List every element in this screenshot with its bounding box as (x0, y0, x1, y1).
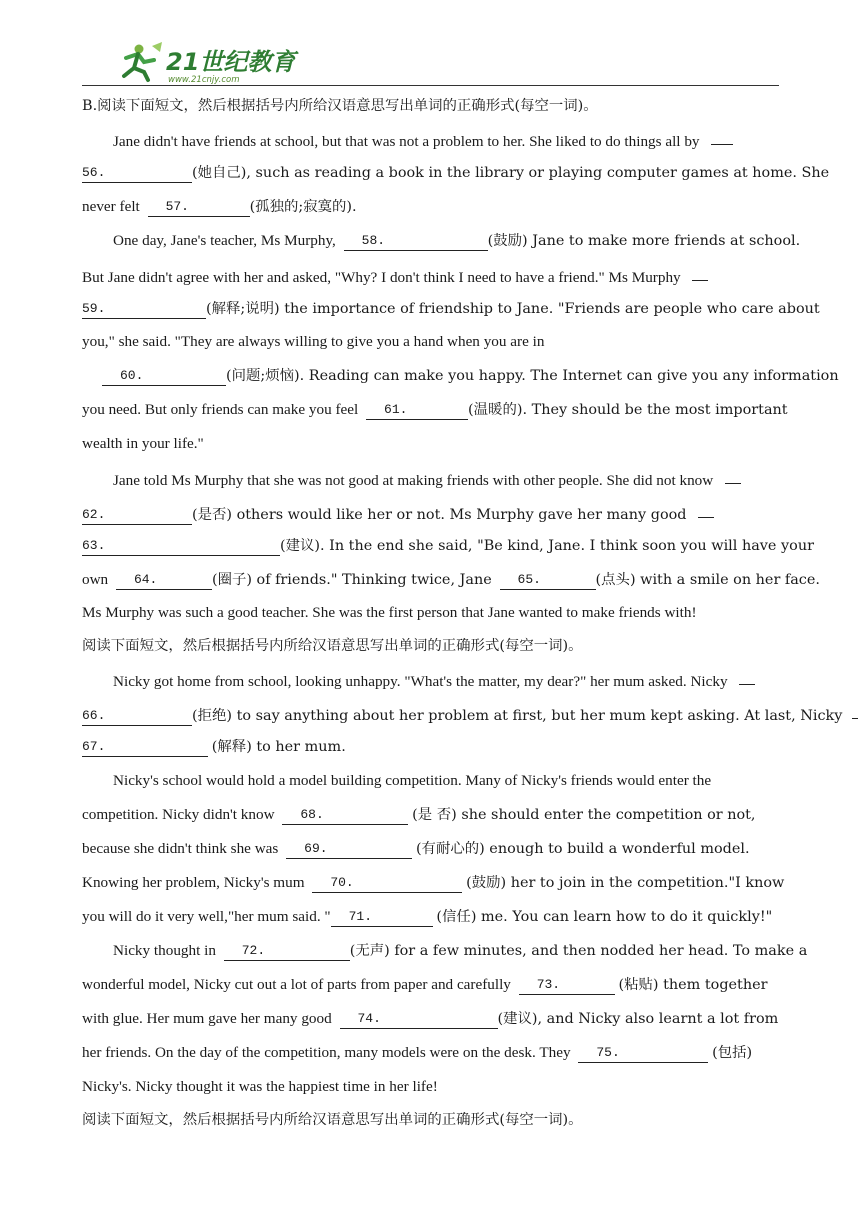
runner-icon (124, 42, 162, 80)
answer-blank-62-start[interactable] (725, 465, 741, 484)
answer-blank-65[interactable]: 65. (500, 571, 596, 590)
p1-line1: Jane didn't have friends at school, but that was not a problem to her. She liked to do things all by (113, 127, 733, 151)
p2-line9: Nicky thought in 72. (无声) for a few minutes, and then nodded her head. To make a (113, 942, 808, 959)
answer-blank-56-start[interactable] (711, 126, 733, 145)
p2-line4: Nicky's school would hold a model building competition. Many of Nicky's friends would enter the (113, 772, 712, 789)
answer-blank-72[interactable]: 72. (224, 942, 350, 961)
answer-blank-64[interactable]: 64. (116, 571, 212, 590)
p2-line3: 67. (解释) to her mum. (82, 739, 346, 755)
answer-blank-67[interactable]: 67. (82, 738, 208, 757)
instruction-3: 阅读下面短文，然后根据括号内所给汉语意思写出单词的正确形式(每空一词)。 (82, 1112, 583, 1128)
p2-line7: Knowing her problem, Nicky's mum 70. (鼓励) her to join in the competition."I know (82, 874, 785, 891)
answer-blank-71[interactable]: 71. (331, 908, 433, 927)
p2-line5: competition. Nicky didn't know 68. (是 否) she should enter the competition or not, (82, 806, 756, 823)
answer-blank-63-start[interactable] (698, 499, 714, 518)
answer-blank-59-start[interactable] (692, 262, 708, 281)
p2-line13: Nicky's. Nicky thought it was the happiest time in her life! (82, 1078, 438, 1095)
p1-line12: 62. (是否) others would like her or not. Ms Murphy gave her many good (82, 500, 714, 524)
answer-blank-68[interactable]: 68. (282, 806, 408, 825)
answer-blank-66-start[interactable] (739, 666, 755, 685)
answer-blank-56[interactable]: 56. (82, 164, 192, 183)
answer-blank-66[interactable]: 66. (82, 707, 192, 726)
logo-text: 21世纪教育 (166, 48, 296, 76)
answer-blank-67-start[interactable] (852, 700, 858, 719)
logo-21cnjy (104, 40, 354, 84)
p1-line4: One day, Jane's teacher, Ms Murphy, 58. (鼓励) Jane to make more friends at school. (113, 232, 801, 249)
answer-blank-57[interactable]: 57. (148, 198, 250, 217)
answer-blank-60[interactable]: 60. (102, 367, 226, 386)
p2-line1: Nicky got home from school, looking unhappy. "What's the matter, my dear?" her mum asked. Nicky (113, 667, 755, 691)
answer-blank-58[interactable]: 58. (344, 232, 488, 251)
p2-line11: with glue. Her mum gave her many good 74. (建议), and Nicky also learnt a lot from (82, 1010, 779, 1027)
p2-line12: her friends. On the day of the competition, many models were on the desk. They 75. (包括) (82, 1044, 753, 1061)
p2-line10: wonderful model, Nicky cut out a lot of parts from paper and carefully 73. (粘贴) them together (82, 976, 768, 993)
p1-line15: Ms Murphy was such a good teacher. She was the first person that Jane wanted to make friends with! (82, 604, 697, 621)
p2-line6: because she didn't think she was 69. (有耐心的) enough to build a wonderful model. (82, 840, 750, 857)
p2-line8: you will do it very well,"her mum said. " 71. (信任) me. You can learn how to do it quickly!" (82, 908, 773, 925)
p1-line11: Jane told Ms Murphy that she was not good at making friends with other people. She did not know (113, 466, 741, 490)
header-rule (82, 85, 779, 86)
p1-line5: But Jane didn't agree with her and asked, "Why? I don't think I need to have a friend." Ms Murphy (82, 263, 708, 287)
answer-blank-69[interactable]: 69. (286, 840, 412, 859)
answer-blank-73[interactable]: 73. (519, 976, 615, 995)
p1-line3: never felt 57. (孤独的;寂寞的). (82, 198, 357, 215)
page-header (82, 38, 779, 86)
logo-url-text: www.21cnjy.com (168, 75, 240, 84)
p1-line14: own 64. (圈子) of friends." Thinking twice, Jane 65. (点头) with a smile on her face. (82, 571, 820, 588)
p1-line2: 56. (她自己), such as reading a book in the library or playing computer games at home. She (82, 165, 830, 181)
p1-line6: 59. (解释;说明) the importance of friendship to Jane. "Friends are people who care about (82, 301, 820, 317)
instruction-2: 阅读下面短文，然后根据括号内所给汉语意思写出单词的正确形式(每空一词)。 (82, 638, 583, 654)
answer-blank-61[interactable]: 61. (366, 401, 468, 420)
answer-blank-70[interactable]: 70. (312, 874, 462, 893)
answer-blank-59[interactable]: 59. (82, 300, 206, 319)
answer-blank-63[interactable]: 63. (82, 537, 280, 556)
p1-line9: you need. But only friends can make you feel 61. (温暖的). They should be the most important (82, 401, 788, 418)
p1-line7: you," she said. "They are always willing to give you a hand when you are in (82, 333, 545, 350)
answer-blank-75[interactable]: 75. (578, 1044, 708, 1063)
p2-line2: 66. (拒绝) to say anything about her problem at first, but her mum kept asking. At last, Nicky (82, 701, 858, 725)
p1-line8: 60. (问题;烦恼). Reading can make you happy. The Internet can give you any information (102, 364, 839, 388)
answer-blank-74[interactable]: 74. (340, 1010, 498, 1029)
section-b-instruction: B.阅读下面短文，然后根据括号内所给汉语意思写出单词的正确形式(每空一词)。 (82, 98, 598, 114)
p1-line13: 63. (建议). In the end she said, "Be kind, Jane. I think soon you will have your (82, 538, 814, 554)
answer-blank-62[interactable]: 62. (82, 506, 192, 525)
p1-line10: wealth in your life." (82, 435, 204, 452)
